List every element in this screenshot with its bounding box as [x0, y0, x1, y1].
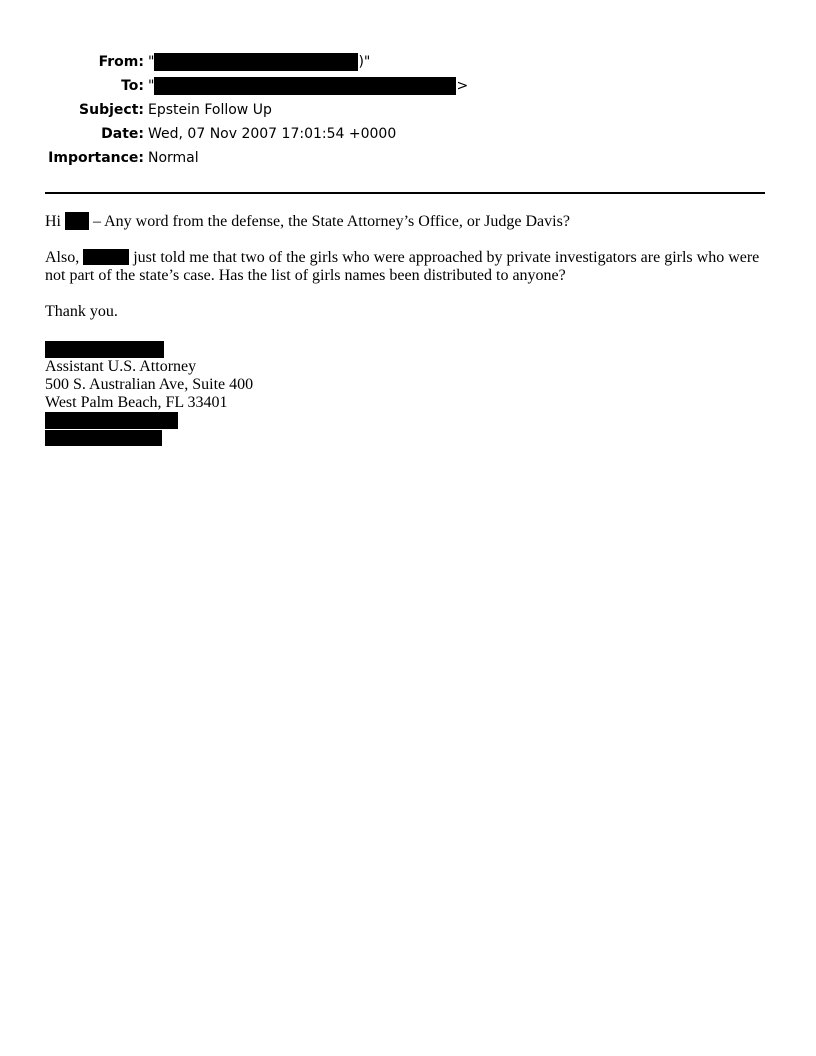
- from-label: From:: [98, 54, 144, 70]
- greeting-prefix: Hi: [45, 213, 61, 230]
- header-divider: [45, 192, 765, 194]
- from-prefix: ": [148, 54, 155, 70]
- signature-address-line2: West Palm Beach, FL 33401: [45, 394, 228, 411]
- to-suffix: >: [456, 78, 469, 94]
- redaction-box: [45, 341, 164, 358]
- date-row: [0, 124, 816, 148]
- para2-prefix: Also,: [45, 249, 80, 266]
- greeting-paragraph: [45, 212, 767, 231]
- signature-title: Assistant U.S. Attorney: [45, 358, 197, 375]
- para2-text: just told me that two of the girls who were approached by private investigators are girls who were not part of the state’s case. Has the list of girls names been distributed to anyone?: [45, 249, 760, 284]
- redaction-box: [154, 53, 358, 71]
- importance-value: Normal: [148, 150, 199, 166]
- signature-address-line1: 500 S. Australian Ave, Suite 400: [45, 376, 254, 393]
- from-row: [0, 52, 816, 76]
- redaction-box: [45, 412, 178, 429]
- from-suffix: )": [358, 54, 371, 70]
- redaction-box: [45, 430, 162, 446]
- redaction-box: [83, 249, 129, 265]
- greeting-text: – Any word from the defense, the State Attorney’s Office, or Judge Davis?: [89, 213, 570, 230]
- date-value: Wed, 07 Nov 2007 17:01:54 +0000: [148, 126, 397, 142]
- from-value: [148, 52, 370, 72]
- importance-label: Importance:: [48, 150, 144, 166]
- to-row: [0, 76, 816, 100]
- to-label: To:: [121, 78, 144, 94]
- to-value: [148, 76, 468, 96]
- body-paragraph: [45, 249, 767, 285]
- to-prefix: ": [148, 78, 155, 94]
- subject-value: Epstein Follow Up: [148, 102, 272, 118]
- email-header: [0, 52, 816, 172]
- subject-row: [0, 100, 816, 124]
- email-body: [45, 212, 767, 321]
- date-label: Date:: [101, 126, 144, 142]
- redaction-box: [65, 212, 89, 230]
- subject-label: Subject:: [79, 102, 144, 118]
- closing-paragraph: Thank you.: [45, 303, 118, 320]
- importance-row: [0, 148, 816, 172]
- signature-block: [45, 341, 253, 446]
- redaction-box: [154, 77, 456, 95]
